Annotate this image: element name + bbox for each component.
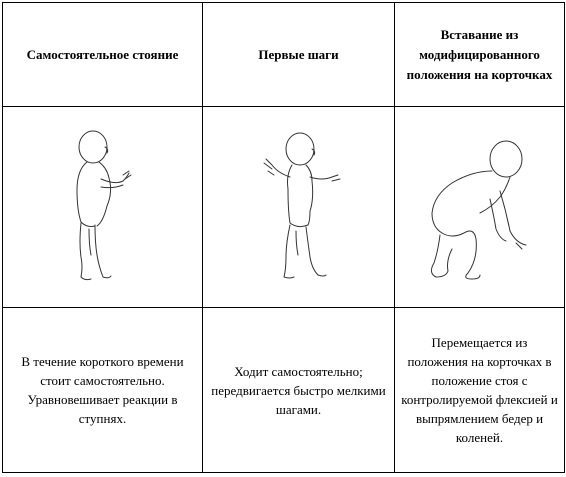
milestones-table xyxy=(2,2,565,473)
header-standing: Самостоятельное стояние xyxy=(3,3,203,107)
illustration-row xyxy=(3,107,565,308)
description-standing: В течение короткого времени стоит самостоятельно. Уравновешивает реакции в ступнях. xyxy=(3,308,203,473)
illustration-cell-rising-from-squat xyxy=(395,107,565,308)
illustration-cell-first-steps xyxy=(203,107,395,308)
description-rising-from-squat: Перемещается из положения на корточках в положение стоя с контролируемой флексией и выпрямлением бедер и коленей. xyxy=(395,308,565,473)
standing-baby-illustration xyxy=(43,117,163,297)
squatting-baby-illustration xyxy=(410,117,550,297)
header-first-steps: Первые шаги xyxy=(203,3,395,107)
illustration-cell-standing xyxy=(3,107,203,308)
header-rising-from-squat: Вставание из модифицированного положения на корточках xyxy=(395,3,565,107)
description-first-steps: Ходит самостоятельно; передвигается быстро мелкими шагами. xyxy=(203,308,395,473)
header-row xyxy=(3,3,565,107)
description-row xyxy=(3,308,565,473)
walking-baby-illustration xyxy=(234,117,364,297)
